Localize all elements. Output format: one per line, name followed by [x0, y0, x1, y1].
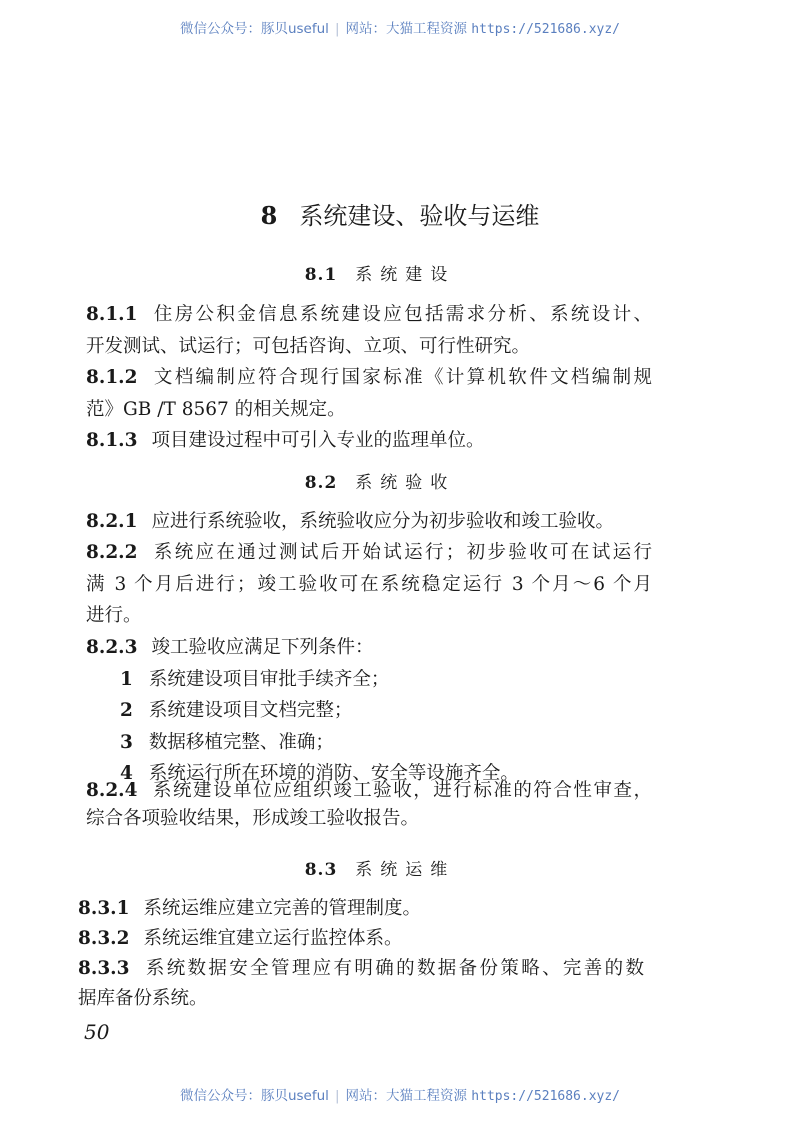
watermark-url[interactable]: https://521686.xyz/ [471, 1089, 621, 1104]
list-item [86, 727, 652, 759]
clause-text: 文档编制应符合现行国家标准《计算机软件文档编制规 [151, 367, 652, 388]
item-text: 系统建设项目文档完整； [148, 700, 353, 721]
clause-text: 系统数据安全管理应有明确的数据备份策略、完善的数 [143, 958, 644, 979]
item-number: 2 [120, 700, 133, 721]
clause-number: 8.1.1 [86, 304, 138, 325]
clause-number: 8.3.1 [78, 898, 130, 919]
watermark-bottom [0, 1084, 800, 1104]
section-number: 8.3 [304, 860, 338, 880]
clause-8-1-1 [86, 299, 652, 362]
clause-text: 综合各项验收结果，形成竣工验收报告。 [86, 808, 420, 829]
clause-text: 系统运维宜建立运行监控体系。 [143, 928, 403, 949]
item-text: 数据移植完整、准确； [148, 731, 334, 753]
watermark-site: 网站：大猫工程资源 [345, 1088, 467, 1104]
clause-text: 应进行系统验收，系统验收应分为初步验收和竣工验收。 [151, 511, 615, 532]
clause-text: 范》GB /T 8567 的相关规定。 [86, 398, 346, 420]
item-text: 系统建设项目审批手续齐全； [148, 668, 390, 690]
watermark-separator: | [334, 1088, 340, 1104]
clause-number: 8.1.3 [86, 430, 138, 451]
item-number: 4 [120, 763, 133, 784]
clause-8-3-3 [78, 954, 644, 1014]
clause-number: 8.2.1 [86, 511, 138, 532]
watermark-url[interactable]: https://521686.xyz/ [471, 22, 621, 37]
clause-text: 竣工验收应满足下列条件： [151, 637, 374, 658]
chapter-title [0, 196, 800, 231]
clause-text: 据库备份系统。 [78, 988, 208, 1009]
item-number: 3 [120, 731, 133, 753]
section-title: 系统建设 [355, 265, 456, 285]
watermark-top [0, 17, 800, 37]
section-title: 系统运维 [355, 860, 456, 880]
section-number: 8.1 [304, 265, 338, 285]
watermark-separator: | [334, 21, 340, 37]
page-number: 50 [84, 1020, 110, 1044]
clause-8-2-1 [86, 506, 652, 538]
section-heading [0, 260, 760, 285]
section-number: 8.2 [304, 473, 338, 493]
section-title: 系统验收 [355, 473, 456, 493]
chapter-title-text: 系统建设、验收与运维 [299, 202, 540, 230]
clause-8-1-2 [86, 362, 652, 425]
section-heading [0, 468, 760, 493]
item-number: 1 [120, 668, 133, 690]
clause-text: 进行。 [86, 605, 142, 626]
clause-number: 8.1.2 [86, 367, 138, 388]
clause-text: 项目建设过程中可引入专业的监理单位。 [151, 430, 485, 451]
clause-8-2-3 [86, 632, 652, 790]
clause-text: 系统运维应建立完善的管理制度。 [143, 898, 422, 919]
clause-8-3-2 [78, 923, 644, 955]
chapter-number: 8 [260, 201, 278, 230]
clause-number: 8.2.2 [86, 542, 138, 563]
list-item [86, 664, 652, 696]
clause-text: 住房公积金信息系统建设应包括需求分析、系统设计、 [151, 304, 652, 325]
section-heading [0, 855, 760, 880]
clause-8-1-3 [86, 425, 652, 457]
clause-number: 8.2.3 [86, 637, 138, 658]
clause-text: 满 3 个月后进行；竣工验收可在系统稳定运行 3 个月～6 个月 [86, 573, 652, 595]
clause-number: 8.3.3 [78, 958, 130, 979]
list-item [86, 695, 652, 727]
clause-8-2-2 [86, 537, 652, 632]
item-text: 系统运行所在环境的消防、安全等设施齐全。 [148, 763, 519, 784]
watermark-wechat: 微信公众号：豚贝useful [179, 21, 329, 37]
clause-number: 8.3.2 [78, 928, 130, 949]
watermark-wechat: 微信公众号：豚贝useful [179, 1088, 329, 1104]
clause-8-3-1 [78, 893, 644, 925]
clause-text: 开发测试、试运行；可包括咨询、立项、可行性研究。 [86, 335, 531, 357]
watermark-site: 网站：大猫工程资源 [345, 21, 467, 37]
clause-8-2-4 [86, 777, 652, 833]
clause-number: 8.2.4 [86, 780, 138, 801]
clause-text: 系统应在通过测试后开始试运行；初步验收可在试运行 [151, 542, 652, 563]
clause-text: 系统建设单位应组织竣工验收，进行标准的符合性审查， [151, 780, 652, 801]
